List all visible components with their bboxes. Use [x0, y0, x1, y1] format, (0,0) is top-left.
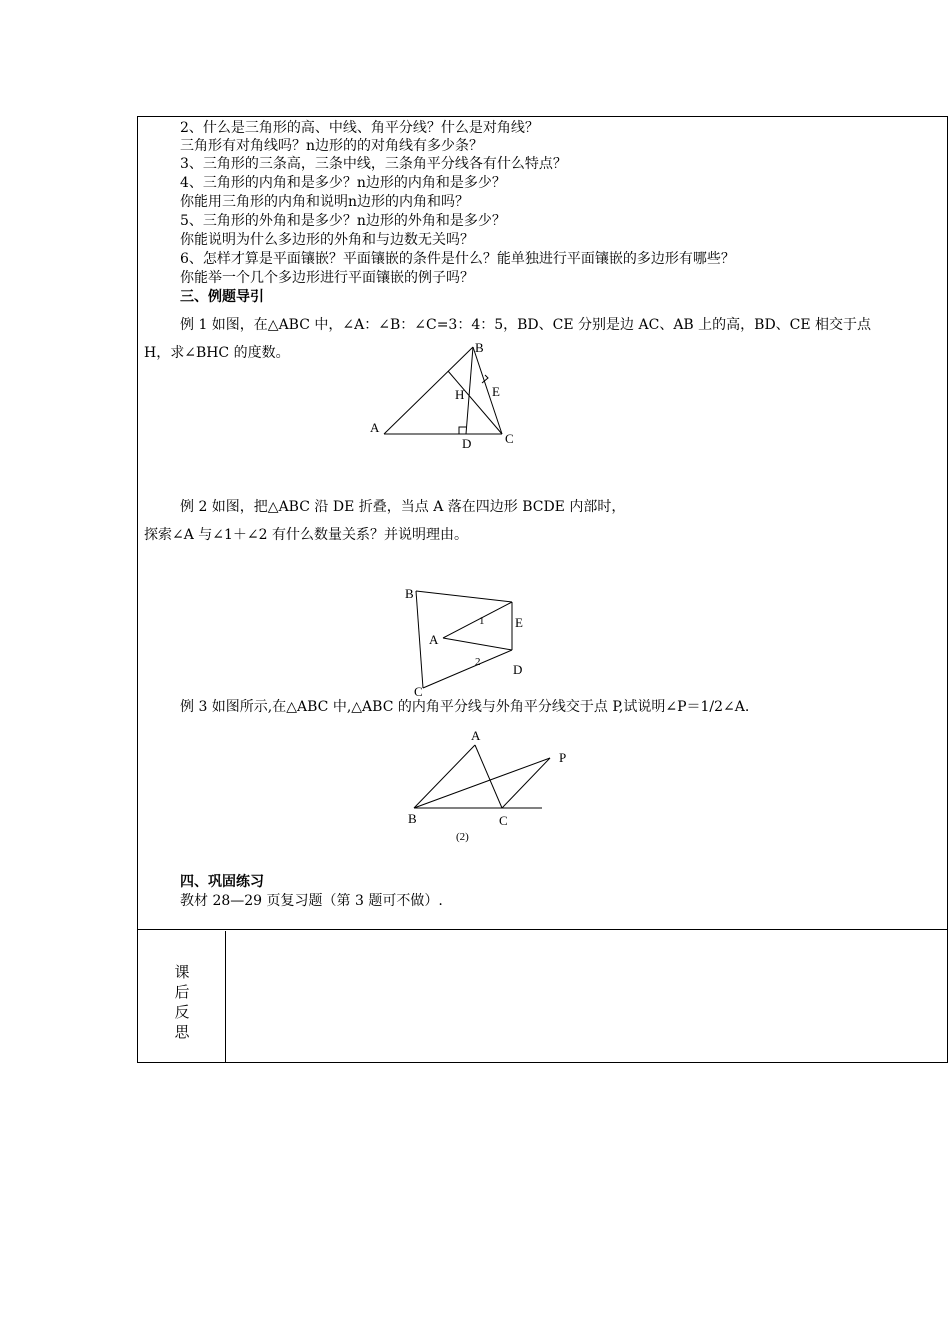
example-2-text: 例 2 如图，把△ABC 沿 DE 折叠，当点 A 落在四边形 BCDE 内部时， [180, 499, 626, 515]
section-4-heading: 四、巩固练习 [180, 874, 264, 890]
ex2-angle-1: 1 [479, 615, 485, 627]
row-divider [138, 929, 947, 930]
ex2-angle-2: 2 [475, 656, 481, 668]
ex3-caption: (2) [456, 831, 469, 843]
reflection-char-3: 反 [174, 1003, 190, 1021]
folded-triangle-figure [398, 582, 538, 702]
ex3-label-p: P [559, 750, 567, 765]
question-5: 5、三角形的外角和是多少？n边形的外角和是多少？ [180, 213, 506, 229]
ex1-label-b: B [475, 340, 484, 355]
example-1-text: 例 1 如图，在△ABC 中，∠A：∠B：∠C=3：4：5，BD、CE 分别是边 AC、AB 上的高，BD、CE 相交于点 [180, 317, 872, 333]
ex3-label-b: B [408, 811, 417, 826]
question-5-followup: 你能说明为什么多边形的外角和与边数无关吗？ [180, 232, 474, 248]
ex3-label-c: C [499, 813, 508, 828]
question-6-followup: 你能举一个几个多边形进行平面镶嵌的例子吗？ [180, 270, 474, 286]
reflection-content-area[interactable] [228, 932, 947, 1062]
question-4: 4、三角形的内角和是多少？n边形的内角和是多少？ [180, 175, 506, 191]
ex2-label-c: C [414, 684, 423, 699]
example-3-text: 例 3 如图所示,在△ABC 中,△ABC 的内角平分线与外角平分线交于点 P,试说明∠P＝1/2∠A. [180, 699, 750, 715]
reflection-char-1: 课 [174, 963, 190, 981]
lesson-table [137, 116, 948, 1063]
question-2-followup: 三角形有对角线吗？n边形的的对角线有多少条？ [180, 138, 484, 154]
section-3-heading: 三、例题导引 [180, 289, 264, 305]
question-3: 3、三角形的三条高，三条中线，三条角平分线各有什么特点？ [180, 156, 567, 172]
reflection-label [138, 962, 226, 1042]
triangle-abc-altitudes-figure [366, 337, 526, 457]
question-2: 2、什么是三角形的高、中线、角平分线？什么是对角线？ [180, 120, 539, 136]
ex2-label-e: E [515, 615, 523, 630]
example-2-text-cont: 探索∠A 与∠1＋∠2 有什么数量关系？并说明理由。 [144, 527, 469, 543]
ex1-label-d: D [462, 436, 472, 451]
ex2-label-a: A [429, 632, 439, 647]
ex1-label-e: E [492, 384, 500, 399]
question-6: 6、怎样才算是平面镶嵌？平面镶嵌的条件是什么？能单独进行平面镶嵌的多边形有哪些？ [180, 251, 735, 267]
ex1-label-c: C [505, 431, 514, 446]
question-4-followup: 你能用三角形的内角和说明n边形的内角和吗？ [180, 194, 470, 210]
practice-assignment: 教材 28—29 页复习题（第 3 题可不做）. [180, 893, 443, 909]
ex1-label-a: A [370, 420, 380, 435]
angle-bisector-figure [400, 720, 590, 850]
ex1-label-h: H [455, 387, 465, 402]
ex2-label-b: B [405, 586, 414, 601]
reflection-char-2: 后 [174, 983, 190, 1001]
example-1-text-cont: H，求∠BHC 的度数。 [144, 345, 290, 361]
ex3-label-a: A [471, 728, 481, 743]
reflection-char-4: 思 [174, 1023, 190, 1041]
ex2-label-d: D [513, 662, 523, 677]
